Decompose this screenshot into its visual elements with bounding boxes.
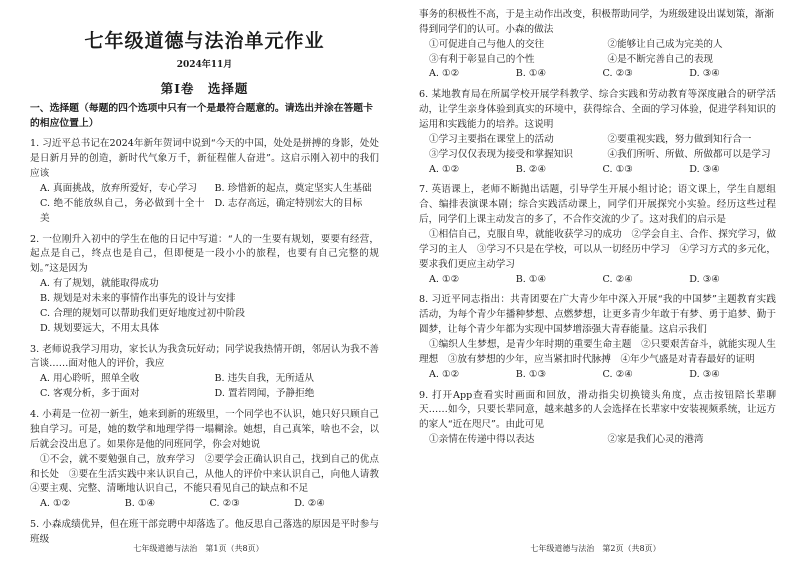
option-b: B. ①④ bbox=[124, 498, 156, 510]
section-heading: 第Ⅰ卷 选择题 bbox=[160, 80, 249, 96]
question-stem: 2. 一位刚升入初中的学生在他的日记中写道：“人的一生要有规划，要要有经营，起点是自己，终点也是自己，但即便是一段小小的旅程，也要有自己完整的规划。”这是因为 bbox=[30, 233, 379, 275]
option-d: D. ③④ bbox=[689, 163, 720, 175]
page-title: 七年级道德与法治单元作业 bbox=[84, 30, 325, 52]
option-c: C. ①③ bbox=[602, 163, 633, 175]
option-c: C. 合理的规划可以帮助我们更好地度过初中阶段 bbox=[40, 307, 245, 319]
option-a: A. ①② bbox=[429, 68, 460, 80]
choice-1: ①学习主要指在课堂上的活动 bbox=[429, 133, 554, 145]
option-c: C. 客观分析，多于面对 bbox=[40, 388, 140, 400]
option-b: B. ①③ bbox=[515, 368, 547, 380]
option-a: A. ①② bbox=[429, 273, 460, 285]
question-stem: 5. 小森成绩优异，但在班干部竞聘中却落选了。他反思自己落选的原因是平时参与班级 bbox=[30, 519, 379, 545]
option-b: B. ①④ bbox=[515, 68, 547, 80]
option-c: C. 绝不能放纵自己，务必做到十全十美 bbox=[40, 197, 205, 224]
question-9 bbox=[419, 389, 776, 448]
choice-3: ③有利于彰显自己的个性 bbox=[429, 53, 535, 65]
question-1 bbox=[30, 137, 379, 226]
question-stem: 1. 习近平总书记在2024年新年贺词中说到“今天的中国，处处是拼搏的身影，处处是日新月异的创造，新时代气象万千，新征程催人奋进”。这启示刚入初中的我们应该 bbox=[30, 138, 379, 180]
option-a: A. ①② bbox=[40, 498, 71, 510]
option-b: B. ①④ bbox=[515, 273, 547, 285]
choice-4: ④是不断完善自己的表现 bbox=[607, 53, 714, 65]
question-stem: 4. 小莉是一位初一新生，她来到新的班级里，一个同学也不认识，她只好只顾自己独自学习。可是，她的数学和地理学得一塌糊涂。她想，自己真笨，啥也不会，以后就会没出息了。如果你是他的同班同学，你会对她说 bbox=[30, 409, 379, 450]
page-footer: 七年级道德与法治 第1页（共8页） bbox=[133, 543, 264, 553]
question-choices: ①不会，就不要勉强自己，放弃学习 ②要学会正确认识自己，找到自己的优点和长处 ③要在生活实践中来认识自己，从他人的评价中来认识自己，向他人请教 ④要主观、完整、清晰地认识自己，不能只看见自己的缺点和不足 bbox=[30, 453, 389, 495]
option-c: C. ②③ bbox=[209, 498, 240, 510]
option-c: C. ②④ bbox=[602, 273, 633, 285]
question-6 bbox=[419, 88, 776, 177]
choice-4: ④我们所听、所做、所做都可以是学习 bbox=[607, 148, 771, 160]
choice-2: ②能够让自己成为完美的人 bbox=[607, 38, 723, 50]
question-stem: 3. 老师说我学习用功，家长认为我贪玩好动；同学说我热情开朗，邻居认为我不善言谈……面对他人的评价，我应 bbox=[30, 343, 379, 370]
option-d: D. 置若罔闻，予静拒绝 bbox=[214, 388, 315, 400]
question-stem: 8. 习近平同志指出：共青团要在广大青少年中深入开展“我的中国梦”主题教育实践活动，为每个青少年播种梦想、点燃梦想，让更多青少年敢于有梦、勇于追梦、勤于圆梦，让每个青少年都为实现中国梦增添强大青春能量。这启示我们 bbox=[419, 294, 776, 336]
question-8 bbox=[419, 293, 776, 382]
right-page bbox=[397, 0, 794, 561]
date: 2024年11月 bbox=[176, 59, 233, 70]
option-b: B. 珍惜新的起点，奠定坚实人生基础 bbox=[214, 183, 372, 195]
option-b: B. ②④ bbox=[515, 163, 547, 175]
question-stem: 7. 英语课上，老师不断抛出话题，引导学生开展小组讨论；语文课上，学生自愿组合、编排表演课本剧；综合实践活动课上，同学们开展探究小实验。经历这些过程后，同学们上课主动发言的多了，不合作交流的少了。这对我们的启示是 bbox=[419, 184, 776, 226]
option-d: D. ②④ bbox=[294, 498, 325, 510]
choice-1: ①可促进自己与他人的交往 bbox=[429, 38, 545, 50]
question-choices: ①相信自己，克服自卑，就能收获学习的成功 ②学会自主、合作、探究学习，做学习的主人 ③学习不只是在学校，可以从一切经历中学习 ④学习方式的多元化，要求我们更应主动学习 bbox=[419, 229, 776, 270]
option-d: D. 志存高远，确定特别宏大的目标 bbox=[214, 197, 363, 209]
question-5-continued bbox=[419, 8, 776, 82]
option-d: D. ③④ bbox=[689, 368, 720, 380]
question-choices: ①编织人生梦想，是青少年时期的重要生命主题 ②只要艰苦奋斗，就能实现人生理想 ③放有梦想的少年，应当紧扣时代脉搏 ④年少气盛是对青春最好的证明 bbox=[419, 339, 776, 365]
option-c: C. ②④ bbox=[602, 368, 633, 380]
option-d: D. ③④ bbox=[689, 273, 720, 285]
choice-2: ②要重视实践，努力做到知行合一 bbox=[607, 133, 752, 145]
question-stem: 事务的积极性不高，于是主动作出改变，积极帮助同学，为班级建设出谋划策，渐渐得到同学们的认可。小森的做法 bbox=[419, 9, 774, 35]
choice-1: ①亲情在传递中得以表达 bbox=[429, 434, 535, 446]
question-3 bbox=[30, 343, 379, 402]
option-d: D. 规划要远大，不用太具体 bbox=[40, 322, 159, 334]
choice-2: ②家是我们心灵的港湾 bbox=[607, 434, 704, 446]
option-a: A. 有了规划，就能取得成功 bbox=[40, 278, 159, 290]
question-4 bbox=[30, 408, 389, 512]
question-7 bbox=[419, 183, 776, 287]
option-b: B. 规划是对未来的事情作出事先的设计与安排 bbox=[40, 293, 236, 305]
page-footer: 七年级道德与法治 第2页（共8页） bbox=[530, 543, 661, 553]
option-a: A. ①② bbox=[429, 163, 460, 175]
option-d: D. ③④ bbox=[689, 68, 720, 80]
question-stem: 6. 某地教育局在所属学校开展学科教学、综合实践和劳动教育等深度融合的研学活动，让学生亲身体验到真实的环境中，获得综合、全面的学习体验，促进学科知识的运用和实践能力的培养。这说明 bbox=[419, 89, 776, 131]
option-b: B. 违失自我，无所适从 bbox=[214, 373, 314, 385]
option-a: A. 真面挑战，放弃所爱好，专心学习 bbox=[40, 183, 197, 195]
option-c: C. ②③ bbox=[602, 68, 633, 80]
question-2 bbox=[30, 233, 379, 337]
question-stem: 9. 打开App查看实时画面和回放，滑动指尖切换镜头角度，点击按钮陪长辈聊天……如今，只要长辈同意，越来越多的人会选择在长辈家中安装视频系统，让远方的家人“近在咫尺”。由此可见 bbox=[419, 389, 776, 431]
option-a: A. 用心聆听，照单全收 bbox=[40, 373, 140, 385]
instruction: 一、选择题（每题的四个选项中只有一个是最符合题意的。请选出并涂在答题卡的相应位置上） bbox=[30, 103, 373, 130]
option-a: A. ①② bbox=[429, 368, 460, 380]
choice-3: ③学习仅仅表现为接受和掌握知识 bbox=[429, 148, 573, 160]
